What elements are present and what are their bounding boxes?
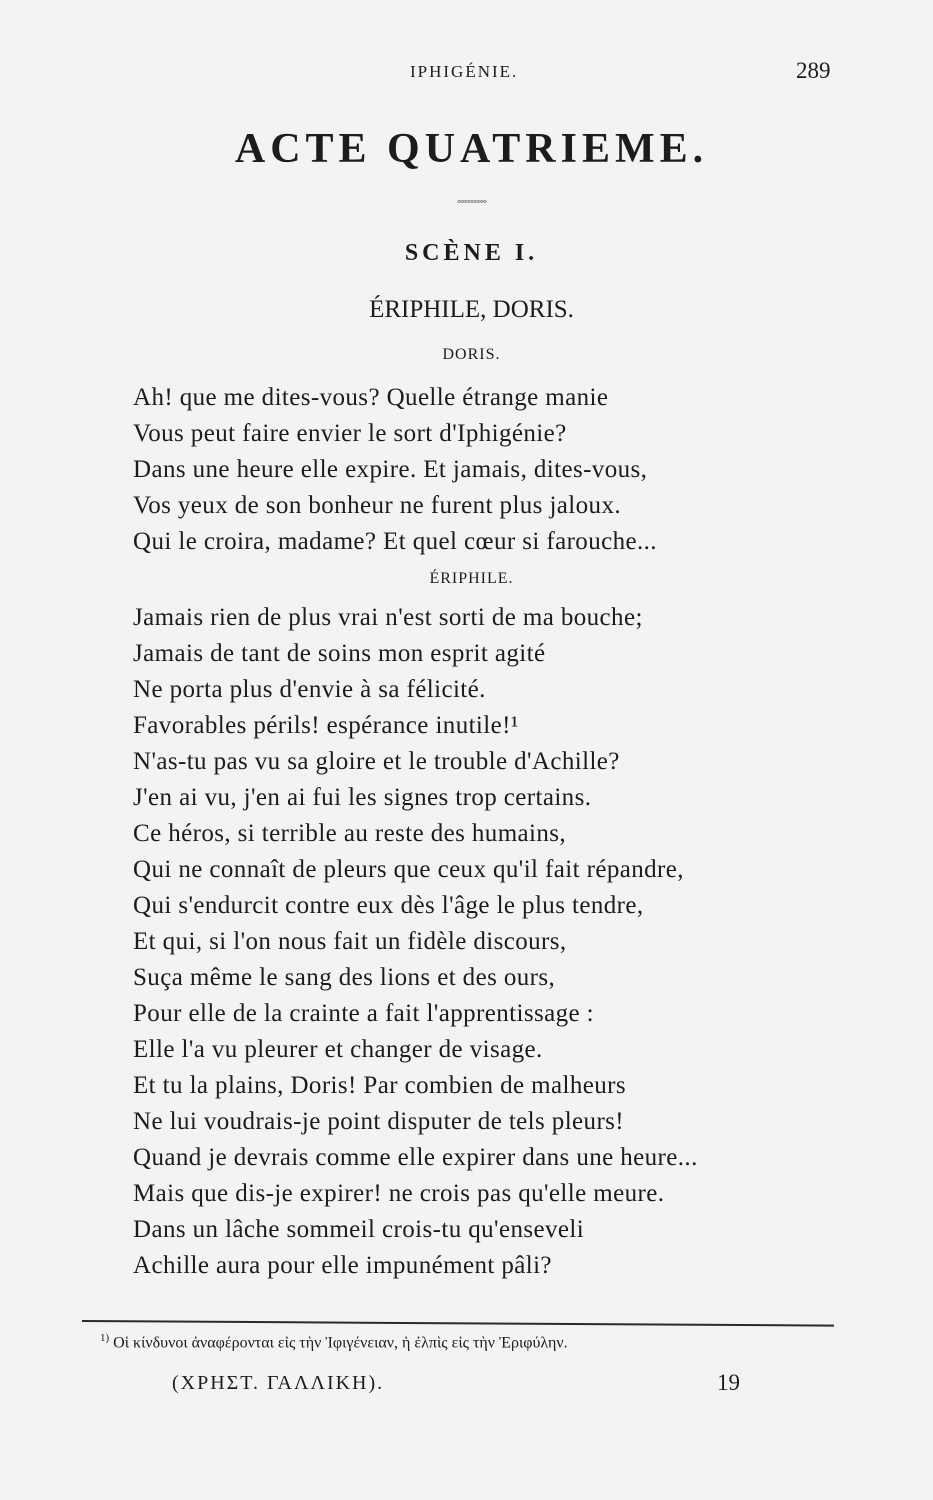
running-head	[0, 58, 933, 88]
verse-line: Jamais de tant de soins mon esprit agité	[133, 640, 546, 667]
verse-line: Suça même le sang des lions et des ours,	[133, 964, 556, 991]
running-title: IPHIGÉNIE.	[410, 62, 519, 81]
signature-mark: (ΧΡΗΣΤ. ΓΑΛΛΙΚΗ).	[172, 1372, 385, 1394]
verse-line: Qui s'endurcit contre eux dès l'âge le plus tendre,	[133, 892, 644, 919]
verse-line: Jamais rien de plus vrai n'est sorti de ma bouche;	[133, 604, 643, 631]
footnote-marker: 1)	[100, 1332, 110, 1344]
footnote-text: Οἱ κίνδυνοι ἀναφέρονται εἰς τὴν Ἰφιγένειαν, ἡ ἐλπὶς εἰς τὴν Ἐριφύλην.	[113, 1334, 568, 1352]
verse-line: Ce héros, si terrible au reste des humains,	[133, 820, 567, 847]
verse-line: Et qui, si l'on nous fait un fidèle discours,	[133, 928, 567, 955]
verse-line: Dans une heure elle expire. Et jamais, dites-vous,	[133, 456, 648, 483]
verse-line: Mais que dis-je expirer! ne crois pas qu'elle meure.	[133, 1180, 665, 1207]
speaker-doris: DORIS.	[442, 346, 501, 363]
act-title: ACTE QUATRIEME.	[234, 126, 709, 172]
footnote-divider	[82, 1320, 834, 1327]
scene-title: SCÈNE I.	[404, 240, 539, 266]
verse-line: Qui ne connaît de pleurs que ceux qu'il fait répandre,	[133, 856, 684, 883]
verse-line: Quand je devrais comme elle expirer dans une heure...	[133, 1144, 698, 1171]
verse-line: Achille aura pour elle impunément pâli?	[133, 1252, 552, 1279]
verse-line: Vos yeux de son bonheur ne furent plus jaloux.	[133, 492, 622, 519]
character-list: ÉRIPHILE, DORIS.	[369, 296, 574, 323]
page-number: 289	[796, 58, 831, 83]
verse-line: J'en ai vu, j'en ai fui les signes trop certains.	[133, 784, 592, 811]
verse-line: Dans un lâche sommeil crois-tu qu'enseveli	[133, 1216, 585, 1243]
verse-line: Ah! que me dites-vous? Quelle étrange manie	[133, 384, 609, 411]
verse-line: Et tu la plains, Doris! Par combien de malheurs	[133, 1072, 626, 1099]
ornament-divider: ◦◦◦◦◦◦◦◦◦◦	[457, 196, 486, 208]
verse-line: Elle l'a vu pleurer et changer de visage.	[133, 1036, 543, 1063]
verse-line: Pour elle de la crainte a fait l'apprentissage :	[133, 1000, 595, 1027]
verse-line: Vous peut faire envier le sort d'Iphigénie?	[133, 420, 567, 447]
verse-line: N'as-tu pas vu sa gloire et le trouble d'Achille?	[133, 748, 620, 775]
signature-number: 19	[717, 1370, 740, 1395]
verse-line: Favorables périls! espérance inutile!¹	[133, 712, 519, 739]
footnote	[100, 1332, 568, 1352]
speaker-eriphile: ÉRIPHILE.	[429, 570, 514, 587]
verse-line: Ne lui voudrais-je point disputer de tels pleurs!	[133, 1108, 625, 1135]
verse-line: Qui le croira, madame? Et quel cœur si farouche...	[133, 528, 657, 555]
verse-line: Ne porta plus d'envie à sa félicité.	[133, 676, 486, 703]
